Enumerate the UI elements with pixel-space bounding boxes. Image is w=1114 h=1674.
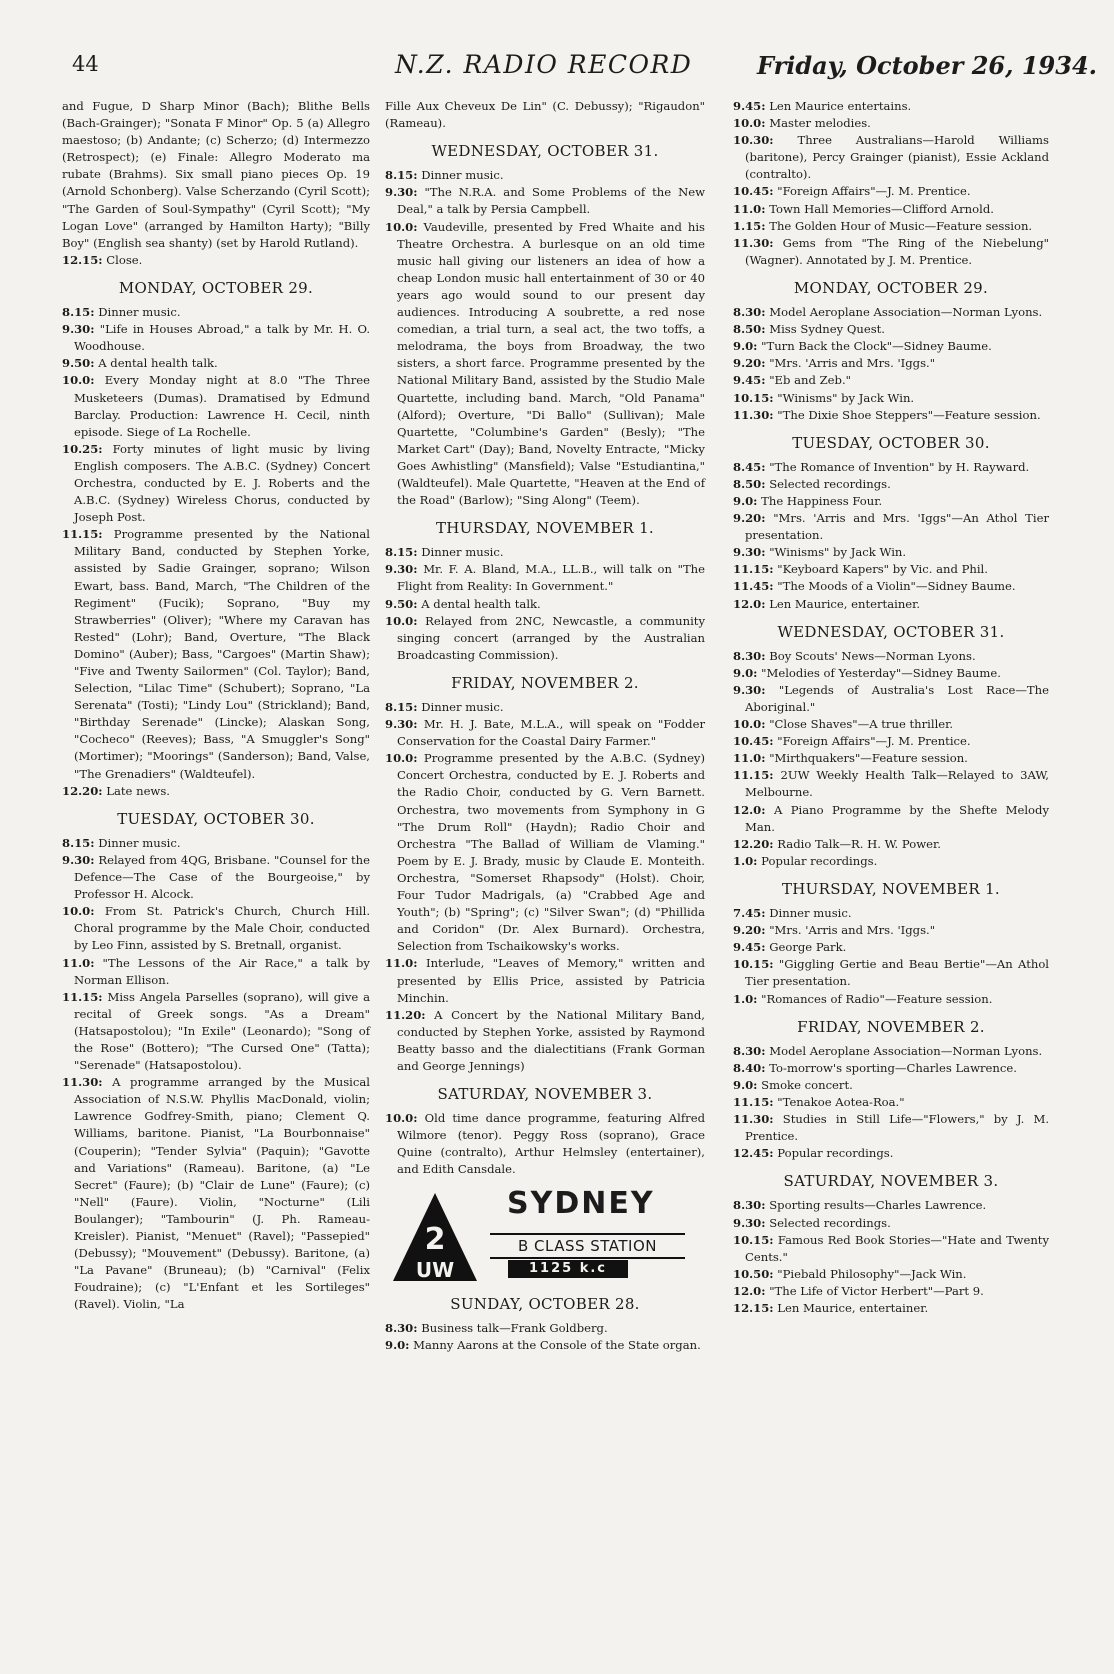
program-entry [733, 338, 1049, 355]
program-entry [733, 561, 1049, 578]
program-description: Miss Angela Parselles (soprano), will give a recital of Greek songs. "As a Dream" (Hatsapostolou); "In Exile" (Leonardo); "Song of the Rose" (Bottero); "The Cursed One" (Tatta); "Serenade" (Hatsapostolou). [74, 989, 371, 1073]
program-entry [733, 132, 1049, 183]
program-time: 1.15: [733, 218, 766, 233]
program-time: 9.30: [385, 185, 418, 200]
program-time: 11.15: [62, 527, 103, 542]
program-description: A Concert by the National Military Band, conducted by Stephen Yorke, assisted by Raymond Beatty basso and the dialectitians (Frank Gorman and George Jennings) [397, 1007, 705, 1073]
program-entry [733, 1300, 1049, 1317]
program-entry [733, 733, 1049, 750]
program-description: "Mrs. 'Arris and Mrs. 'Iggs"—An Athol Tier presentation. [745, 511, 1050, 543]
program-entry [733, 201, 1049, 218]
program-description: Len Maurice entertains. [769, 99, 912, 113]
program-description: "Legends of Australia's Lost Race—The Aboriginal." [745, 682, 1049, 714]
program-description: Popular recordings. [777, 1146, 894, 1161]
program-time: 9.30: [62, 852, 95, 867]
program-entry [62, 783, 370, 800]
program-entry [385, 613, 705, 664]
program-entry [733, 1197, 1049, 1214]
program-time: 11.0: [733, 751, 766, 766]
program-description: A Piano Programme by the Shefte Melody Man. [745, 802, 1050, 834]
program-entry [733, 459, 1049, 476]
program-time: 12.20: [733, 836, 774, 851]
program-time: 10.50: [733, 1266, 774, 1281]
program-time: 8.15: [385, 700, 418, 714]
program-time: 11.30: [733, 1112, 774, 1127]
program-time: 9.0: [733, 1077, 758, 1092]
program-time: 10.15: [733, 390, 774, 405]
program-description: Gems from "The Ring of the Niebelung" (Wagner). Annotated by J. M. Prentice. [745, 235, 1050, 267]
program-time: 8.15: [62, 305, 95, 320]
program-description: "Mirthquakers"—Feature session. [769, 751, 968, 766]
program-description: Model Aeroplane Association—Norman Lyons. [769, 305, 1043, 320]
program-description: "Keyboard Kapers" by Vic. and Phil. [777, 562, 988, 577]
program-description: "Close Shaves"—A true thriller. [769, 717, 954, 732]
program-description: Old time dance programme, featuring Alfred Wilmore (tenor). Peggy Ross (soprano), Grace Quine (contralto), Arthur Helmsley (entertainer), and Edith Cansdale. [397, 1111, 706, 1177]
program-time: 9.20: [733, 356, 766, 371]
program-time: 7.45: [733, 906, 766, 921]
program-time: 12.15: [62, 252, 103, 267]
program-time: 9.0: [733, 339, 758, 354]
day-heading: MONDAY, OCTOBER 29. [793, 278, 989, 297]
program-entry [62, 355, 370, 372]
program-description: Vaudeville, presented by Fred Whaite and his Theatre Orchestra. A burlesque on an old time music hall giving our listeners an idea of how a cheap London music hall entertainment of 30 or 40 years ago would sound to our present day audiences. Introducing A soubrette, a red nose comedian, a trial turn, a seal act, the two toffs, a melodrama, the boys from Broadway, the two sisters, a short farce. Programme presented by the National Military Band, assisted by the Studio Male Quartette, including band. March, "Old Panama" (Alford); Overture, "Di Ballo" (Sullivan); Male Quartette, "Columbine's Garden" (Besly); "The Market Cart" (Day); Band, Novelty Entracte, "Micky Goes Awhistling" (Mansfield); Valse "Estudiantina," (Waldteufel). Male Quartette, "Heaven at the End of the Road" (Barlow); "Sing Along" (Teem). [397, 219, 706, 508]
program-description: "Romances of Radio"—Feature session. [761, 991, 993, 1006]
program-description: Smoke concert. [761, 1077, 853, 1092]
day-heading: MONDAY, OCTOBER 29. [118, 278, 314, 297]
program-entry [733, 1094, 1049, 1111]
day-heading: FRIDAY, NOVEMBER 2. [797, 1017, 985, 1036]
program-time: 10.0: [733, 116, 766, 131]
program-entry [733, 750, 1049, 767]
program-time: 10.0: [385, 613, 418, 628]
program-time: 9.0: [385, 1337, 410, 1352]
program-description: Relayed from 2NC, Newcastle, a community singing concert (arranged by the Australian Broadcasting Commission). [397, 613, 705, 662]
column-1 [62, 98, 370, 1313]
program-description: "Foreign Affairs"—J. M. Prentice. [777, 734, 971, 749]
program-description: Famous Red Book Stories—"Hate and Twenty Cents." [745, 1232, 1050, 1264]
program-description: Mr. H. J. Bate, M.L.A., will speak on "Fodder Conservation for the Coastal Dairy Farmer." [397, 717, 705, 749]
program-description: "The N.R.A. and Some Problems of the New Deal," a talk by Persia Campbell. [397, 185, 705, 217]
continued-text: and Fugue, D Sharp Minor (Bach); Blithe Bells (Bach-Grainger); "Sonata F Minor" Op. 5 (a) Allegro maestoso; (b) Andante; (c) Scherzo; (d) Intermezzo (Retrospect); (e) Finale: Allegro Moderato ma rubate (Brahms). Six small piano pieces Op. 19 (Arnold Schonberg). Valse Scherzando (Cyril Scott); "The Garden of Soul-Sympathy" (Cyril Scott); "My Logan Love" (arranged by Hamilton Harty); "Billy Boy" (English sea shanty) (set by Harold Rutland). [62, 99, 370, 250]
program-description: "Giggling Gertie and Beau Bertie"—An Athol Tier presentation. [745, 957, 1050, 989]
issue-date: Friday, October 26, 1934. [757, 51, 1097, 80]
program-description: Manny Aarons at the Console of the State organ. [413, 1337, 701, 1352]
program-description: "Tenakoe Aotea-Roa." [777, 1094, 905, 1109]
program-entry [733, 304, 1049, 321]
program-entry [62, 252, 370, 269]
program-time: 11.0: [62, 955, 95, 970]
program-entry [733, 355, 1049, 372]
program-time: 9.20: [733, 511, 766, 526]
program-time: 11.45: [733, 579, 774, 594]
program-description: Selected recordings. [769, 476, 891, 491]
program-time: 8.40: [733, 1060, 766, 1075]
program-time: 11.30: [733, 235, 774, 250]
program-description: Dinner music. [98, 835, 181, 850]
program-time: 8.45: [733, 459, 766, 474]
program-description: 2UW Weekly Health Talk—Relayed to 3AW, Melbourne. [745, 768, 1049, 800]
program-entry [733, 1043, 1049, 1060]
day-heading: TUESDAY, OCTOBER 30. [117, 809, 315, 828]
program-time: 8.50: [733, 322, 766, 337]
continued-text: Fille Aux Cheveux De Lin" (C. Debussy); "Rigaudon" (Rameau). [385, 99, 705, 131]
program-entry [733, 115, 1049, 132]
program-description: Radio Talk—R. H. W. Power. [777, 836, 941, 851]
program-time: 10.0: [385, 751, 418, 766]
program-description: George Park. [769, 940, 847, 955]
program-time: 9.30: [385, 562, 418, 577]
logo-number: 2 [424, 1221, 446, 1257]
program-entry [733, 372, 1049, 389]
program-time: 9.30: [385, 717, 418, 732]
station-frequency: 1125 k.c [508, 1260, 628, 1278]
program-time: 12.15: [733, 1301, 774, 1315]
program-description: To-morrow's sporting—Charles Lawrence. [769, 1060, 1017, 1075]
day-heading: THURSDAY, NOVEMBER 1. [782, 879, 1000, 898]
program-description: Forty minutes of light music by living English composers. The A.B.C. (Sydney) Concert Orchestra, conducted by E. J. Roberts and the A.B.C. (Sydney) Wireless Chorus, conducted by Joseph Post. [74, 441, 370, 525]
program-entry [733, 578, 1049, 595]
program-description: "Eb and Zeb." [769, 373, 851, 388]
program-description: "The Romance of Invention" by H. Rayward. [769, 459, 1030, 474]
program-description: The Golden Hour of Music—Feature session. [769, 218, 1033, 233]
page-header [0, 50, 1114, 90]
program-time: 8.15: [385, 545, 418, 560]
program-description: Every Monday night at 8.0 "The Three Musketeers (Dumas). Dramatised by Edmund Barclay. Production: Lawrence H. Cecil, ninth episode. Siege of La Rochelle. [74, 373, 370, 439]
program-time: 8.50: [733, 476, 766, 491]
program-entry [733, 1077, 1049, 1094]
program-entry [733, 1232, 1049, 1266]
program-description: Selected recordings. [769, 1215, 891, 1230]
program-time: 11.0: [733, 201, 766, 216]
program-entry [62, 955, 370, 989]
program-entry [62, 526, 370, 782]
program-entry [62, 372, 370, 440]
program-entry [385, 1110, 705, 1178]
program-description: "Life in Houses Abroad," a talk by Mr. H. O. Woodhouse. [74, 322, 370, 354]
program-entry [385, 699, 705, 716]
program-time: 8.30: [385, 1320, 418, 1335]
program-entry [733, 716, 1049, 733]
program-description: "Winisms" by Jack Win. [769, 545, 907, 560]
program-time: 11.20: [385, 1007, 426, 1022]
program-time: 9.30: [733, 545, 766, 560]
program-description: A dental health talk. [421, 596, 541, 611]
day-heading: SUNDAY, OCTOBER 28. [450, 1294, 640, 1313]
program-time: 10.15: [733, 1232, 774, 1247]
day-heading: FRIDAY, NOVEMBER 2. [451, 673, 639, 692]
program-description: Len Maurice, entertainer. [777, 1301, 929, 1315]
program-description: Programme presented by the A.B.C. (Sydney) Concert Orchestra, conducted by E. J. Roberts and the Radio Choir, conducted by G. Vern Barnett. Orchestra, two movements from Symphony in G "The Drum Roll" (Haydn); Radio Choir and Orchestra "The Ballad of William de Vlaming." Poem by E. J. Brady, music by Claude E. Monteith. Orchestra, "Somerset Rhapsody" (Holst). Choir, Four Tudor Madrigals, (a) "Crabbed Age and Youth"; (b) "Spring"; (c) "Silver Swan"; (d) "Phillida and Coridon" (Dr. Alex Burnard). Orchestra, Selection from Tschaikowsky's works. [397, 751, 705, 954]
program-description: Business talk—Frank Goldberg. [421, 1320, 608, 1335]
program-description: From St. Patrick's Church, Church Hill. Choral programme by the Male Choir, conducted by Leo Finn, assisted by S. Bretnall, organist. [74, 904, 371, 953]
station-banner [385, 1185, 705, 1285]
program-time: 9.30: [733, 682, 766, 697]
program-time: 11.0: [385, 956, 418, 971]
program-time: 9.30: [62, 322, 95, 337]
program-time: 8.30: [733, 648, 766, 663]
program-description: Studies in Still Life—"Flowers," by J. M. Prentice. [745, 1112, 1050, 1144]
program-description: Interlude, "Leaves of Memory," written and presented by Ellis Price, assisted by Patricia Minchin. [397, 956, 705, 1005]
program-time: 1.0: [733, 991, 758, 1006]
program-description: "Winisms" by Jack Win. [777, 390, 915, 405]
program-entry [733, 596, 1049, 613]
program-description: Close. [106, 252, 143, 267]
program-entry [62, 1074, 370, 1313]
program-time: 8.30: [733, 1198, 766, 1213]
program-entry [733, 1215, 1049, 1232]
program-time: 11.15: [733, 562, 774, 577]
program-entry [733, 510, 1049, 544]
program-description: Dinner music. [769, 906, 852, 921]
program-entry [62, 441, 370, 526]
program-description: Mr. F. A. Bland, M.A., LL.B., will talk on "The Flight from Reality: In Government." [397, 562, 706, 594]
day-heading: WEDNESDAY, OCTOBER 31. [431, 142, 659, 161]
program-entry [733, 1145, 1049, 1162]
program-time: 11.15: [62, 989, 103, 1004]
program-description: "Mrs. 'Arris and Mrs. 'Iggs." [769, 356, 936, 371]
program-time: 10.0: [62, 904, 95, 919]
page-number: 44 [72, 52, 99, 76]
program-time: 11.30: [62, 1075, 103, 1090]
program-entry [385, 750, 705, 955]
program-description: "Foreign Affairs"—J. M. Prentice. [777, 184, 971, 199]
station-class: B CLASS STATION [490, 1233, 685, 1259]
program-entry [62, 903, 370, 954]
publication-title: N.Z. RADIO RECORD [395, 50, 693, 79]
program-description: Sporting results—Charles Lawrence. [769, 1198, 987, 1213]
program-time: 11.15: [733, 768, 774, 783]
program-entry [385, 1007, 705, 1075]
day-heading: THURSDAY, NOVEMBER 1. [436, 519, 654, 538]
day-heading: SATURDAY, NOVEMBER 3. [783, 1172, 999, 1191]
program-time: 12.0: [733, 596, 766, 611]
program-entry [385, 544, 705, 561]
program-description: Dinner music. [98, 305, 181, 320]
program-time: 9.0: [733, 665, 758, 680]
program-time: 10.0: [385, 219, 418, 234]
program-entry [733, 956, 1049, 990]
program-time: 10.45: [733, 184, 774, 199]
program-entry [733, 321, 1049, 338]
day-heading: WEDNESDAY, OCTOBER 31. [777, 622, 1005, 641]
program-time: 8.15: [62, 835, 95, 850]
program-entry [733, 235, 1049, 269]
program-entry [733, 1111, 1049, 1145]
program-time: 11.15: [733, 1094, 774, 1109]
program-entry [733, 1060, 1049, 1077]
program-entry [62, 835, 370, 852]
program-description: Model Aeroplane Association—Norman Lyons. [769, 1043, 1043, 1058]
program-time: 10.0: [62, 373, 95, 388]
program-entry [733, 98, 1049, 115]
program-time: 9.20: [733, 923, 766, 938]
program-time: 10.30: [733, 133, 774, 148]
program-entry [62, 989, 370, 1074]
program-entry [733, 544, 1049, 561]
program-time: 8.30: [733, 1043, 766, 1058]
program-time: 9.50: [62, 356, 95, 371]
program-entry [62, 321, 370, 355]
program-entry [733, 767, 1049, 801]
program-entry [733, 493, 1049, 510]
column-2 [385, 98, 705, 1354]
program-description: Dinner music. [421, 700, 504, 714]
program-entry [733, 407, 1049, 424]
program-entry [385, 561, 705, 595]
program-entry [385, 167, 705, 184]
program-entry [385, 219, 705, 510]
station-name: SYDNEY [507, 1185, 655, 1221]
program-time: 8.30: [733, 305, 766, 320]
program-entry [733, 183, 1049, 200]
program-time: 10.0: [385, 1111, 418, 1126]
program-entry [733, 476, 1049, 493]
program-description: "The Dixie Shoe Steppers"—Feature session. [777, 407, 1041, 422]
program-entry [385, 1320, 705, 1337]
program-description: Master melodies. [769, 116, 871, 131]
program-entry [733, 991, 1049, 1008]
day-heading: TUESDAY, OCTOBER 30. [792, 433, 990, 452]
program-entry [62, 304, 370, 321]
program-time: 9.45: [733, 940, 766, 955]
program-description: Miss Sydney Quest. [769, 322, 885, 337]
program-entry [62, 852, 370, 903]
station-logo-triangle [393, 1193, 477, 1281]
program-description: A programme arranged by the Musical Association of N.S.W. Phyllis MacDonald, violin; Lawrence Godfrey-Smith, piano; Clement Q. Williams, baritone. Pianist, "La Bourbonnaise" (Couperin); "Tender Sylvia" (Paquin); "Gavotte and Variations" (Rameau). Baritone, (a) "Le Secret" (Faure); (b) "Clair de Lune" (Faure); (c) "Nell" (Faure). Violin, "Nocturne" (Lili Boulanger); "Tambourin" (J. Ph. Rameau-Kreisler). Pianist, "Menuet" (Ravel); "Passepied" (Debussy); "Mouvement" (Debussy). Baritone, (a) "La Pavane" (Bruneau); (b) "Carnival" (Felix Foudraine); (c) "L'Enfant et les Sortileges" (Ravel). Violin, "La [74, 1075, 370, 1312]
program-description: "Turn Back the Clock"—Sidney Baume. [761, 339, 992, 354]
program-description: Relayed from 4QG, Brisbane. "Counsel for the Defence—The Case of the Bourgeoise," by Professor H. Alcock. [74, 852, 371, 902]
program-time: 10.0: [733, 717, 766, 732]
program-entry [385, 596, 705, 613]
program-entry [733, 1266, 1049, 1283]
program-description: "Piebald Philosophy"—Jack Win. [777, 1266, 967, 1281]
program-description: Dinner music. [421, 168, 504, 183]
program-entry [385, 955, 705, 1006]
program-description: "The Life of Victor Herbert"—Part 9. [769, 1283, 984, 1298]
program-entry [733, 390, 1049, 407]
program-entry [733, 836, 1049, 853]
program-entry [733, 682, 1049, 716]
program-entry [385, 716, 705, 750]
program-description: "The Lessons of the Air Race," a talk by Norman Ellison. [74, 955, 370, 987]
program-entry [733, 922, 1049, 939]
program-description: Len Maurice, entertainer. [769, 596, 921, 611]
program-description: Three Australians—Harold Williams (baritone), Percy Grainger (pianist), Essie Ackland (contralto). [745, 133, 1049, 182]
program-description: The Happiness Four. [761, 493, 883, 508]
program-time: 9.50: [385, 596, 418, 611]
program-time: 1.0: [733, 853, 758, 868]
program-time: 10.25: [62, 441, 103, 456]
program-description: Town Hall Memories—Clifford Arnold. [769, 201, 994, 216]
program-time: 12.45: [733, 1146, 774, 1161]
program-description: "Melodies of Yesterday"—Sidney Baume. [761, 665, 1001, 680]
program-description: "The Moods of a Violin"—Sidney Baume. [777, 579, 1016, 594]
program-entry [733, 665, 1049, 682]
program-entry [733, 939, 1049, 956]
program-time: 12.0: [733, 802, 766, 817]
program-description: A dental health talk. [98, 356, 218, 371]
program-time: 9.30: [733, 1215, 766, 1230]
program-entry [733, 648, 1049, 665]
program-description: Boy Scouts' News—Norman Lyons. [769, 648, 976, 663]
program-time: 10.45: [733, 734, 774, 749]
program-entry [733, 905, 1049, 922]
logo-letters: UW [415, 1257, 455, 1281]
program-entry [733, 853, 1049, 870]
program-entry [733, 802, 1049, 836]
program-entry [385, 1337, 705, 1354]
program-time: 12.20: [62, 783, 103, 798]
program-time: 9.0: [733, 493, 758, 508]
program-description: Programme presented by the National Military Band, conducted by Stephen Yorke, assisted by Sadie Grainger, soprano; Wilson Ewart, bass. Band, March, "The Children of the Regiment" (Fucik); Soprano, "Buy my Strawberries" (Oliver); "Where my Caravan has Rested" (Lohr); Band, Overture, "The Black Domino" (Auber); Bass, "Cargoes" (Martin Shaw); "Five and Twenty Sailormen" (Col. Taylor); Band, Selection, "Lilac Time" (Schubert); Soprano, "La Serenata" (Tosti); "Lindy Lou" (Strickland); Band, "Birthday Serenade" (Lincke); Alaskan Song, "Cocheco" (Reeves); Bass, "A Smuggler's Song" (Mortimer); "Moorings" (Sanderson); Band, Valse, "The Grenadiers" (Waldteufel). [74, 527, 370, 781]
program-entry [385, 184, 705, 218]
program-time: 9.45: [733, 373, 766, 388]
program-entry [733, 218, 1049, 235]
program-description: "Mrs. 'Arris and Mrs. 'Iggs." [769, 923, 936, 938]
program-description: Popular recordings. [761, 853, 878, 868]
program-time: 8.15: [385, 168, 418, 183]
program-entry [733, 1283, 1049, 1300]
program-time: 9.45: [733, 99, 766, 113]
program-time: 10.15: [733, 957, 774, 972]
program-time: 12.0: [733, 1283, 766, 1298]
program-description: Late news. [106, 783, 170, 798]
program-time: 11.30: [733, 407, 774, 422]
program-description: Dinner music. [421, 545, 504, 560]
day-heading: SATURDAY, NOVEMBER 3. [437, 1085, 653, 1104]
column-3 [733, 98, 1049, 1317]
